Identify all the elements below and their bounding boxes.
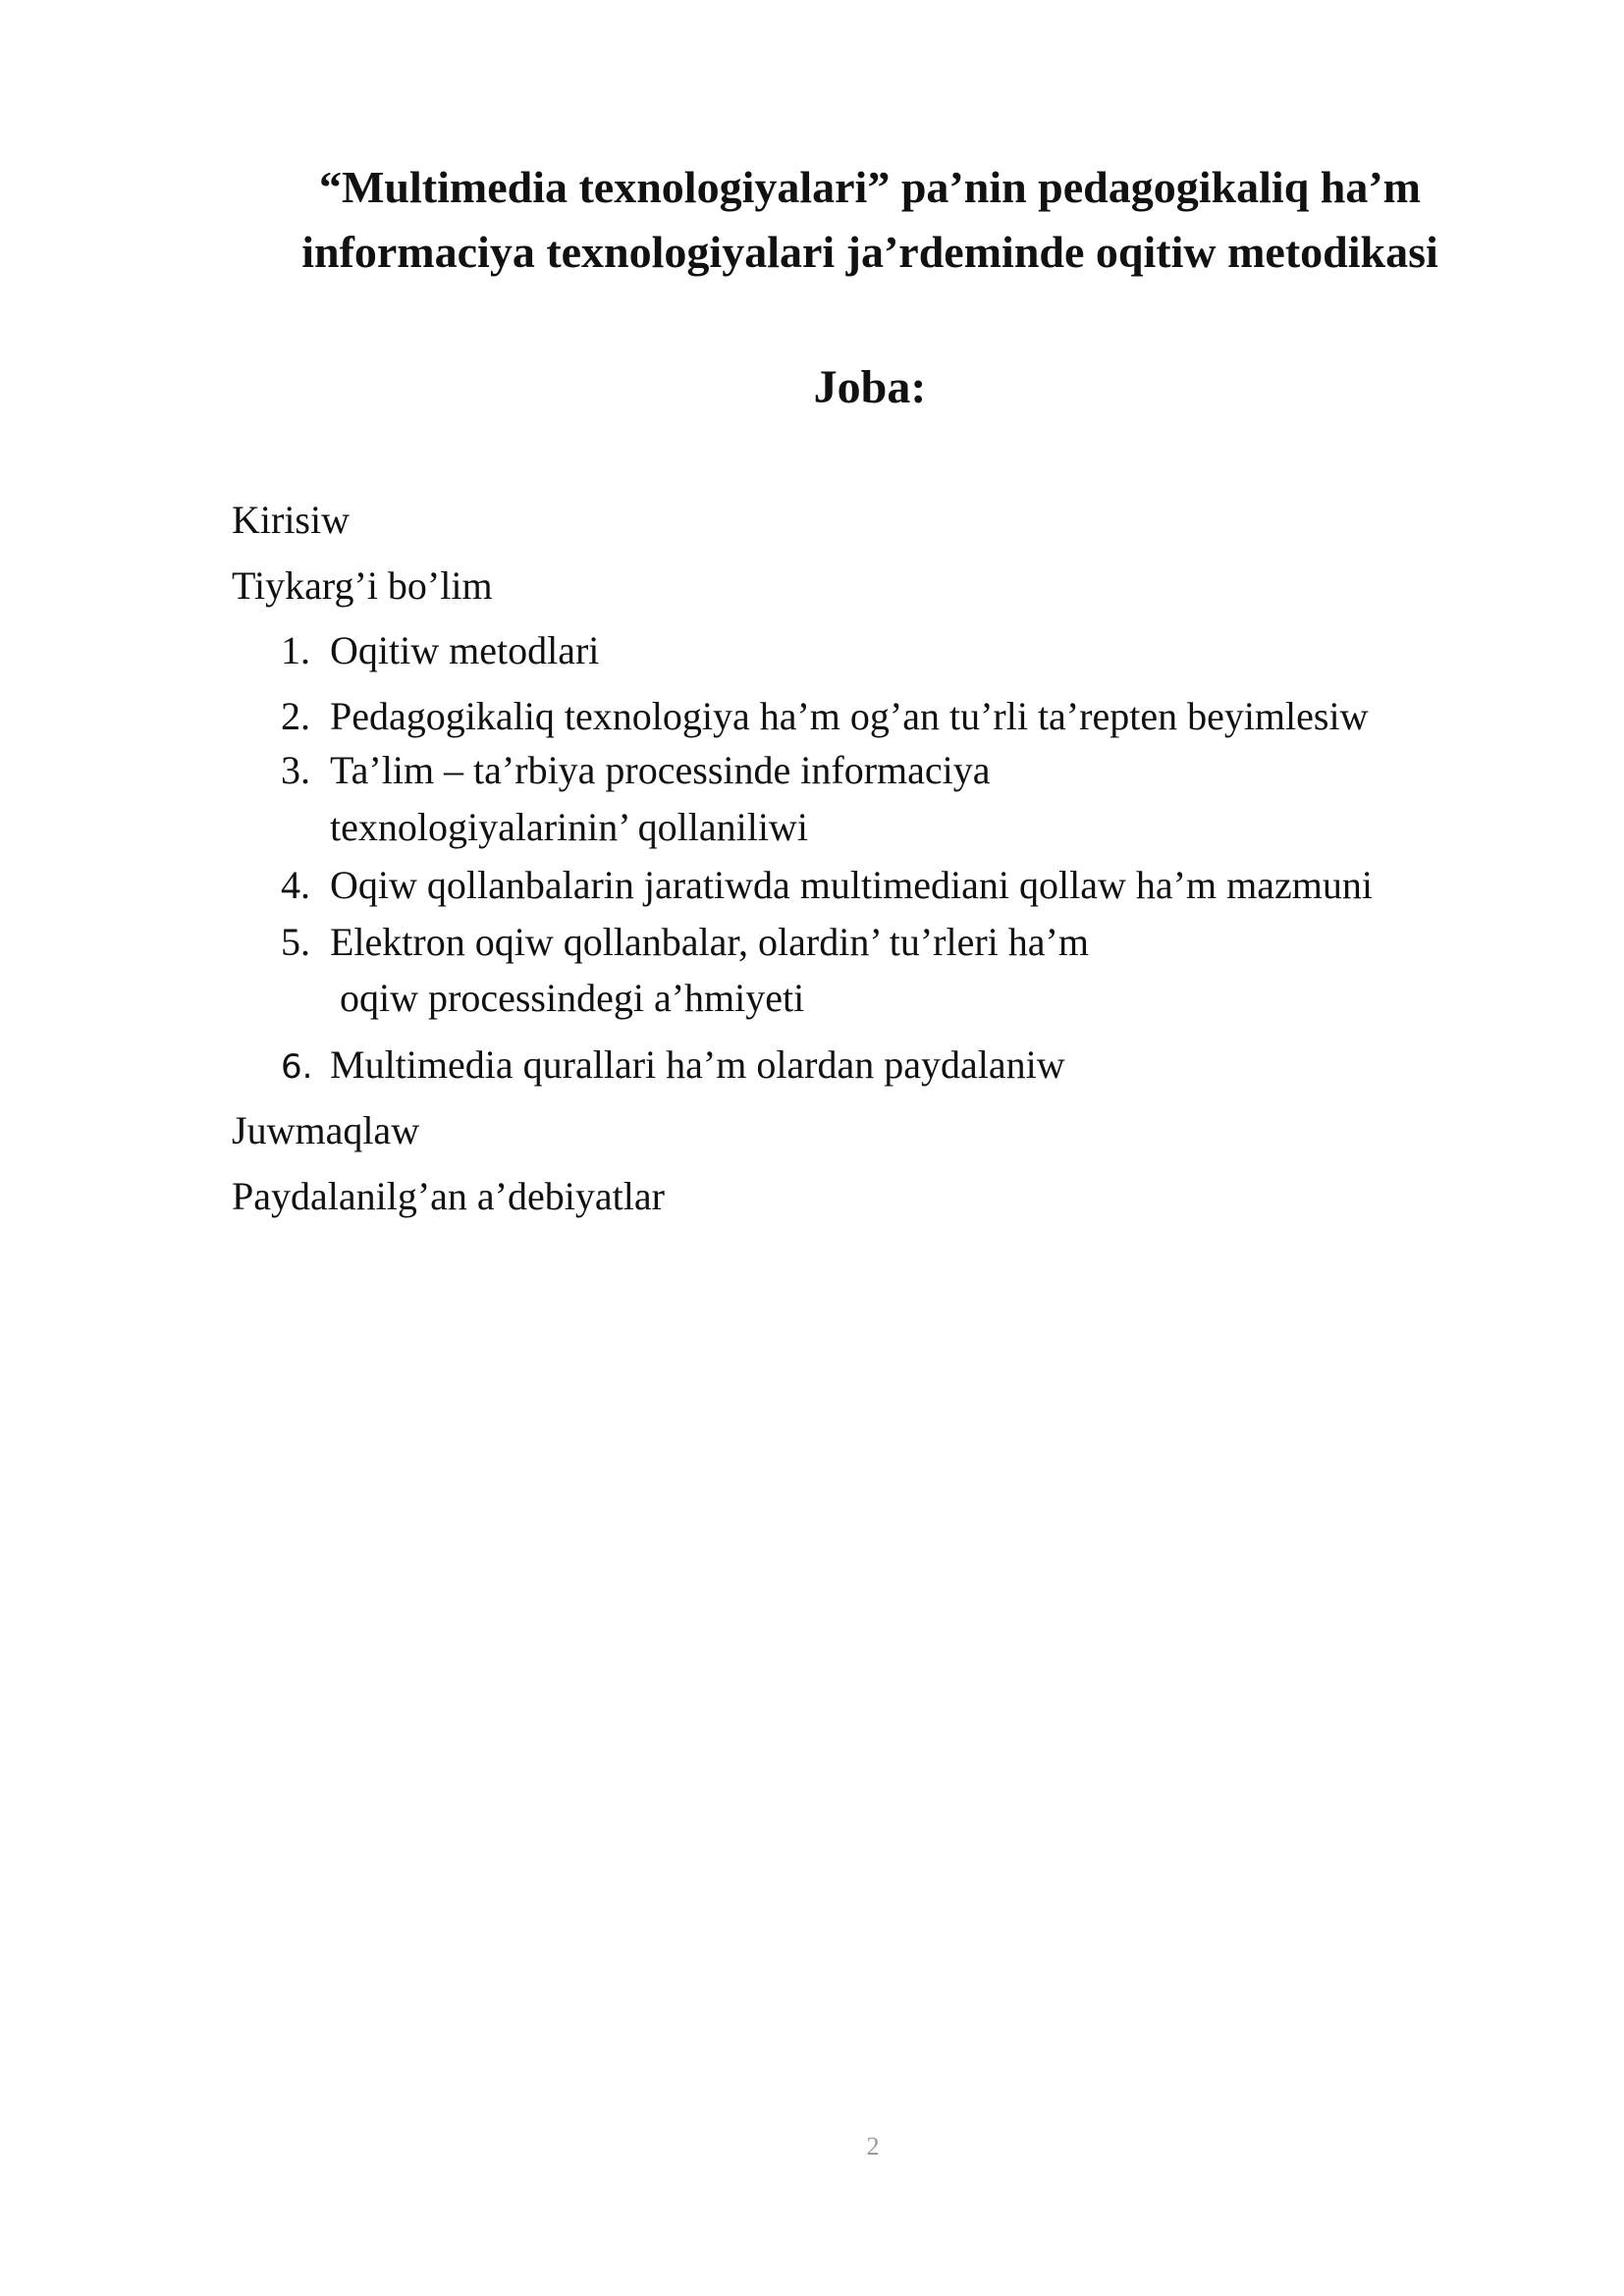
toc-item-text-continuation: texnologiyalarinin’ qollaniliwi	[330, 805, 808, 849]
toc-main-part: Tiykarg’i bo’lim	[232, 563, 493, 608]
toc-item-number: 3.	[281, 748, 310, 792]
toc-item-number: 2.	[281, 694, 310, 738]
toc-item-text: Pedagogikaliq texnologiya ha’m og’an tu’rli ta’repten beyimlesiw	[330, 694, 1369, 738]
toc-item-number: 6.	[281, 1047, 313, 1087]
toc-item-number: 5.	[281, 920, 310, 964]
page-number: 2	[866, 2132, 880, 2161]
plan-heading: Joba:	[813, 361, 927, 413]
document-title	[232, 155, 1508, 285]
toc-conclusion: Juwmaqlaw	[232, 1108, 420, 1152]
toc-references: Paydalanilg’an a’debiyatlar	[232, 1174, 665, 1218]
toc-item-number: 4.	[281, 863, 310, 907]
toc-intro: Kirisiw	[232, 498, 350, 542]
toc-item-text: Multimedia qurallari ha’m olardan paydalaniw	[330, 1042, 1065, 1087]
toc-item-text: Elektron oqiw qollanbalar, olardin’ tu’rleri ha’m	[330, 920, 1089, 964]
document-title-line-1: “Multimedia texnologiyalari” pa’nin pedagogikaliq ha’m	[319, 162, 1421, 212]
toc-item-text-continuation: oqiw processindegi a’hmiyeti	[340, 976, 805, 1020]
toc-item-text: Ta’lim – ta’rbiya processinde informaciya	[330, 748, 991, 792]
document-title-line-2: informaciya texnologiyalari ja’rdeminde oqitiw metodikasi	[301, 227, 1438, 277]
toc-item-number: 1.	[281, 628, 310, 672]
toc-item-text: Oqiw qollanbalarin jaratiwda multimediani qollaw ha’m mazmuni	[330, 863, 1373, 907]
toc-item-text: Oqitiw metodlari	[330, 628, 600, 672]
